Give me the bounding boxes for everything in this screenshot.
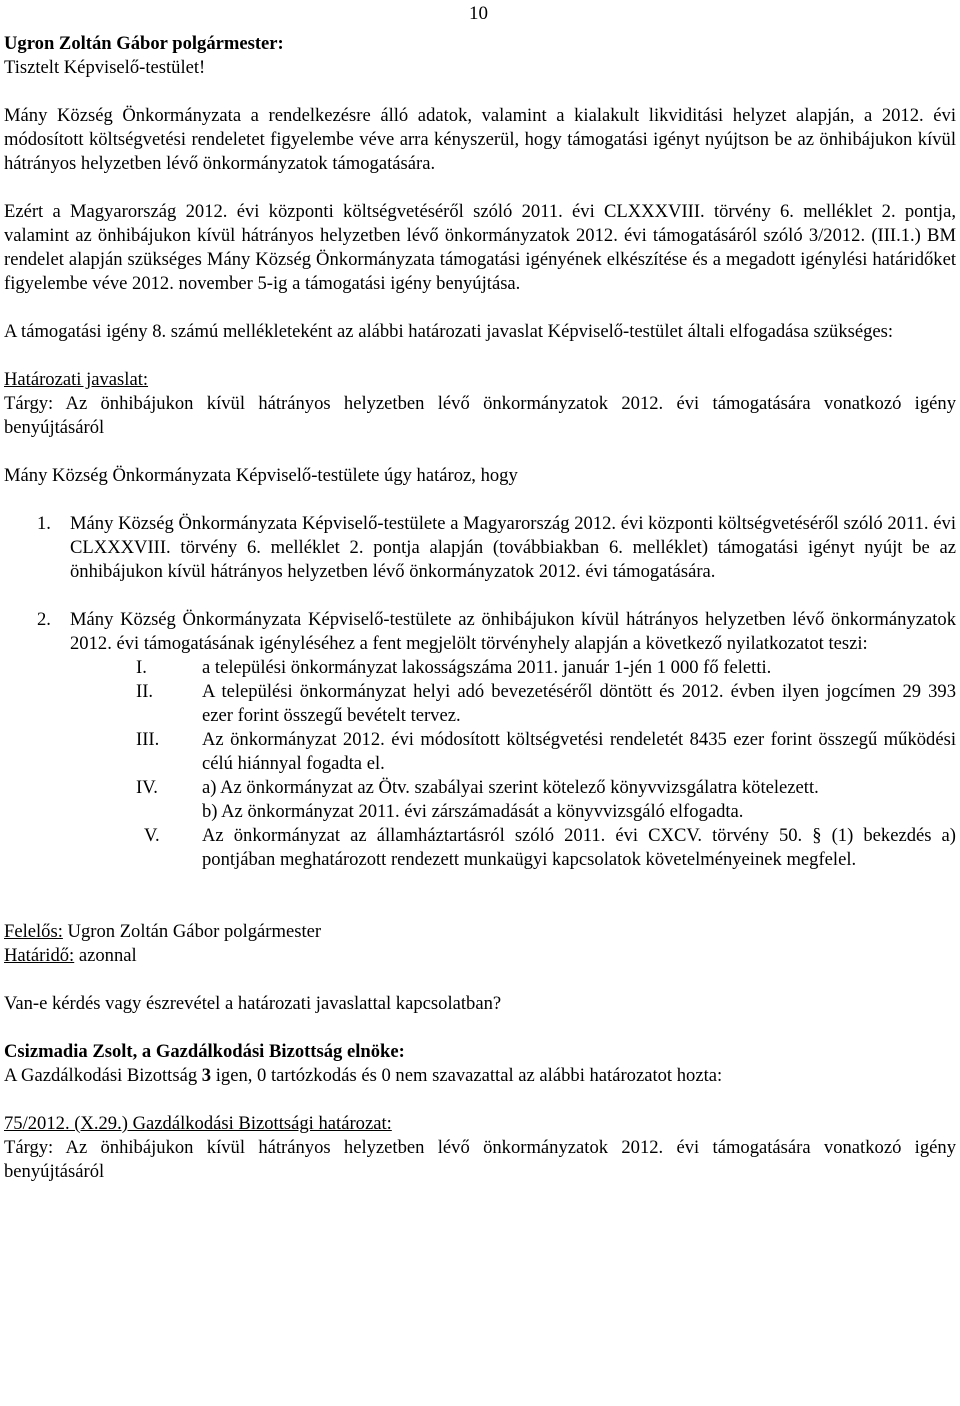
vote-line (4, 1064, 956, 1088)
declaration-item (4, 728, 956, 776)
item-number: 2. (37, 609, 51, 630)
proposal-subject: Tárgy: Az önhibájukon kívül hátrányos helyzetben lévő önkormányzatok 2012. évi támogatására vonatkozó igény benyújtásáról (4, 393, 956, 438)
declaration-text: Az önkormányzat 2012. évi módosított költségvetési rendeletét 8435 ezer forint összegű működési célú hiánnyal fogadta el. (202, 729, 956, 774)
declaration-text: b) Az önkormányzat 2011. évi zárszámadását a könyvvizsgáló elfogadta. (202, 801, 744, 822)
responsible-value: Ugron Zoltán Gábor polgármester (62, 921, 322, 942)
committee-resolution-subject: Tárgy: Az önhibájukon kívül hátrányos helyzetben lévő önkormányzatok 2012. évi támogatására vonatkozó igény benyújtásáról (4, 1137, 956, 1182)
declaration-item (4, 680, 956, 728)
item-number: 1. (37, 513, 51, 534)
speaker-heading: Ugron Zoltán Gábor polgármester: (4, 33, 284, 54)
declaration-number: III. (136, 729, 160, 750)
declaration-text: a) Az önkormányzat az Ötv. szabályai szerint kötelező könyvvizsgálatra kötelezett. (202, 777, 819, 798)
requirement-paragraph: A támogatási igény 8. számú mellékleteként az alábbi határozati javaslat Képviselő-testület általi elfogadása szükséges: (4, 321, 894, 342)
declaration-item (4, 800, 956, 824)
declaration-number: IV. (136, 777, 158, 798)
deadline-line (4, 944, 956, 968)
proposal-heading: Határozati javaslat: (4, 369, 149, 390)
responsible-line (4, 920, 956, 944)
declaration-item (4, 824, 956, 872)
declaration-number: I. (136, 657, 147, 678)
declaration-text: Az önkormányzat az államháztartásról szóló 2011. évi CXCV. törvény 50. § (1) bekezdés a) pontjában meghatározott rendezett munkaügyi kapcsolatok követelményeinek megfelel. (202, 825, 956, 870)
declaration-number (136, 800, 202, 824)
responsible-label: Felelős: (4, 921, 63, 942)
declaration-item (4, 776, 956, 800)
vote-text-pre: A Gazdálkodási Bizottság (4, 1065, 202, 1086)
vote-text-post: igen, 0 tartózkodás és 0 nem szavazattal az alábbi határozatot hozta: (211, 1065, 723, 1086)
declaration-item (4, 656, 956, 680)
item-text: Mány Község Önkormányzata Képviselő-testülete az önhibájukon kívül hátrányos helyzetben lévő önkormányzatok 2012. évi támogatásának igényléséhez a fent megjelölt törvényhely alapján a következő nyilatkozatot teszi: (70, 609, 956, 654)
document-page (4, 0, 956, 1184)
declaration-text: a települési önkormányzat lakosságszáma 2011. január 1-jén 1 000 fő feletti. (202, 657, 772, 678)
greeting: Tisztelt Képviselő-testület! (4, 57, 206, 78)
committee-chair-heading: Csizmadia Zsolt, a Gazdálkodási Bizottság elnöke: (4, 1041, 405, 1062)
declaration-text: A települési önkormányzat helyi adó bevezetéséről döntött és 2012. évben ilyen jogcímen 29 393 ezer forint összegű bevételt tervez. (202, 681, 956, 726)
deadline-label: Határidő: (4, 945, 75, 966)
vote-count: 3 (201, 1065, 212, 1086)
page-number: 10 (469, 3, 488, 24)
deadline-value: azonnal (74, 945, 137, 966)
legal-basis-paragraph: Ezért a Magyarország 2012. évi központi költségvetéséről szóló 2011. évi CLXXXVIII. törvény 6. melléklet 2. pontja, valamint az önhibájukon kívül hátrányos helyzetben lévő önkormányzatok 2012. évi támogatásáról szóló 3/2012. (III.1.) BM rendelet alapján szükséges Mány Község Önkormányzata támogatási igényének elkészítése és a megadott igénylési határidőket figyelembe véve 2012. november 5-ig a támogatási igény benyújtása. (4, 201, 956, 294)
question-line: Van-e kérdés vagy észrevétel a határozati javaslattal kapcsolatban? (4, 993, 502, 1014)
item-text: Mány Község Önkormányzata Képviselő-testülete a Magyarország 2012. évi központi költségvetéséről szóló 2011. évi CLXXXVIII. törvény 6. melléklet 2. pontja alapján (továbbiakban 6. melléklet) támogatási igényt nyújt be az önhibájukon kívül hátrányos helyzetben lévő önkormányzatok 2012. évi támogatására. (70, 513, 956, 582)
intro-paragraph: Mány Község Önkormányzata a rendelkezésre álló adatok, valamint a kialakult likviditási helyzet alapján, a 2012. évi módosított költségvetési rendeletet figyelembe véve arra kényszerül, hogy támogatási igényt nyújtson be az önhibájukon kívül hátrányos helyzetben lévő önkormányzatok támogatására. (4, 105, 956, 174)
resolution-intro: Mány Község Önkormányzata Képviselő-testülete úgy határoz, hogy (4, 465, 518, 486)
resolution-item-1 (4, 512, 956, 584)
declaration-list (4, 656, 956, 872)
committee-resolution-heading: 75/2012. (X.29.) Gazdálkodási Bizottsági határozat: (4, 1113, 392, 1134)
declaration-number: II. (136, 681, 154, 702)
resolution-item-2 (4, 608, 956, 656)
declaration-number: V. (144, 825, 160, 846)
